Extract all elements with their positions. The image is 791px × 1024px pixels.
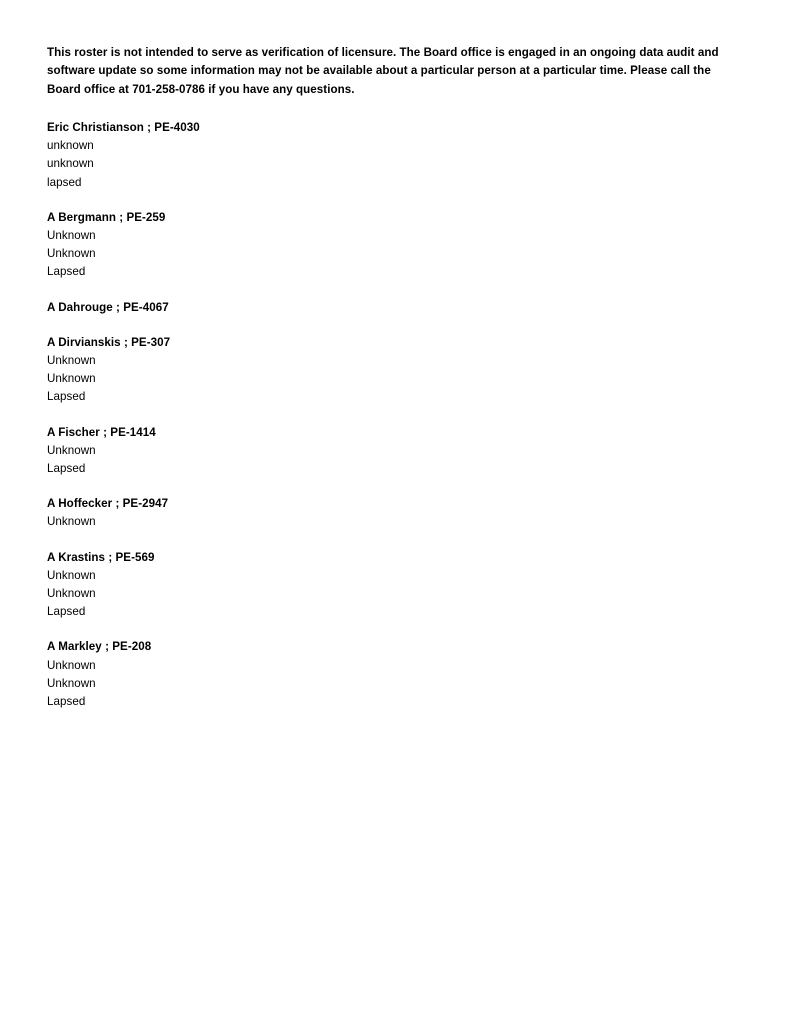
roster-entry-detail: Unknown: [47, 443, 96, 457]
roster-entry-detail: Unknown: [47, 586, 96, 600]
roster-entry-detail: Lapsed: [47, 694, 86, 708]
roster-entry-name: A Bergmann ; PE-259: [47, 210, 166, 224]
roster-entry-name: A Krastins ; PE-569: [47, 550, 155, 564]
roster-entry: [47, 495, 744, 531]
roster-entry-detail: Unknown: [47, 658, 96, 672]
roster-entry-detail: unknown: [47, 157, 94, 171]
roster-entry-detail: Unknown: [47, 353, 96, 367]
roster-entry-detail: Unknown: [47, 676, 96, 690]
roster-entry-name: A Hoffecker ; PE-2947: [47, 497, 169, 511]
licensee-roster-list: [47, 119, 744, 711]
roster-entry: [47, 299, 744, 317]
roster-entry: [47, 334, 744, 407]
roster-entry-detail: lapsed: [47, 175, 82, 189]
roster-entry-detail: Lapsed: [47, 265, 86, 279]
roster-entry-detail: Unknown: [47, 228, 96, 242]
roster-entry-name: A Fischer ; PE-1414: [47, 425, 156, 439]
roster-entry-name: Eric Christianson ; PE-4030: [47, 120, 200, 134]
roster-entry-name: A Dahrouge ; PE-4067: [47, 300, 169, 314]
roster-entry-detail: Lapsed: [47, 605, 86, 619]
roster-entry-detail: Unknown: [47, 372, 96, 386]
roster-entry: [47, 209, 744, 282]
roster-entry-detail: unknown: [47, 139, 94, 153]
roster-entry: [47, 119, 744, 192]
roster-entry-detail: Lapsed: [47, 390, 86, 404]
roster-entry-detail: Unknown: [47, 247, 96, 261]
roster-entry-detail: Lapsed: [47, 461, 86, 475]
disclaimer-text: This roster is not intended to serve as verification of licensure. The Board office is engaged in an ongoing data audit and software update so some information may not be available about a particular person at a particular time. Please call the Board office at 701-258-0786 if you have any questions.: [47, 46, 719, 96]
roster-entry: [47, 424, 744, 479]
roster-entry: [47, 638, 744, 711]
roster-entry-name: A Markley ; PE-208: [47, 640, 152, 654]
roster-entry-detail: Unknown: [47, 515, 96, 529]
roster-entry-detail: Unknown: [47, 568, 96, 582]
roster-entry-name: A Dirvianskis ; PE-307: [47, 335, 171, 349]
roster-entry: [47, 549, 744, 622]
